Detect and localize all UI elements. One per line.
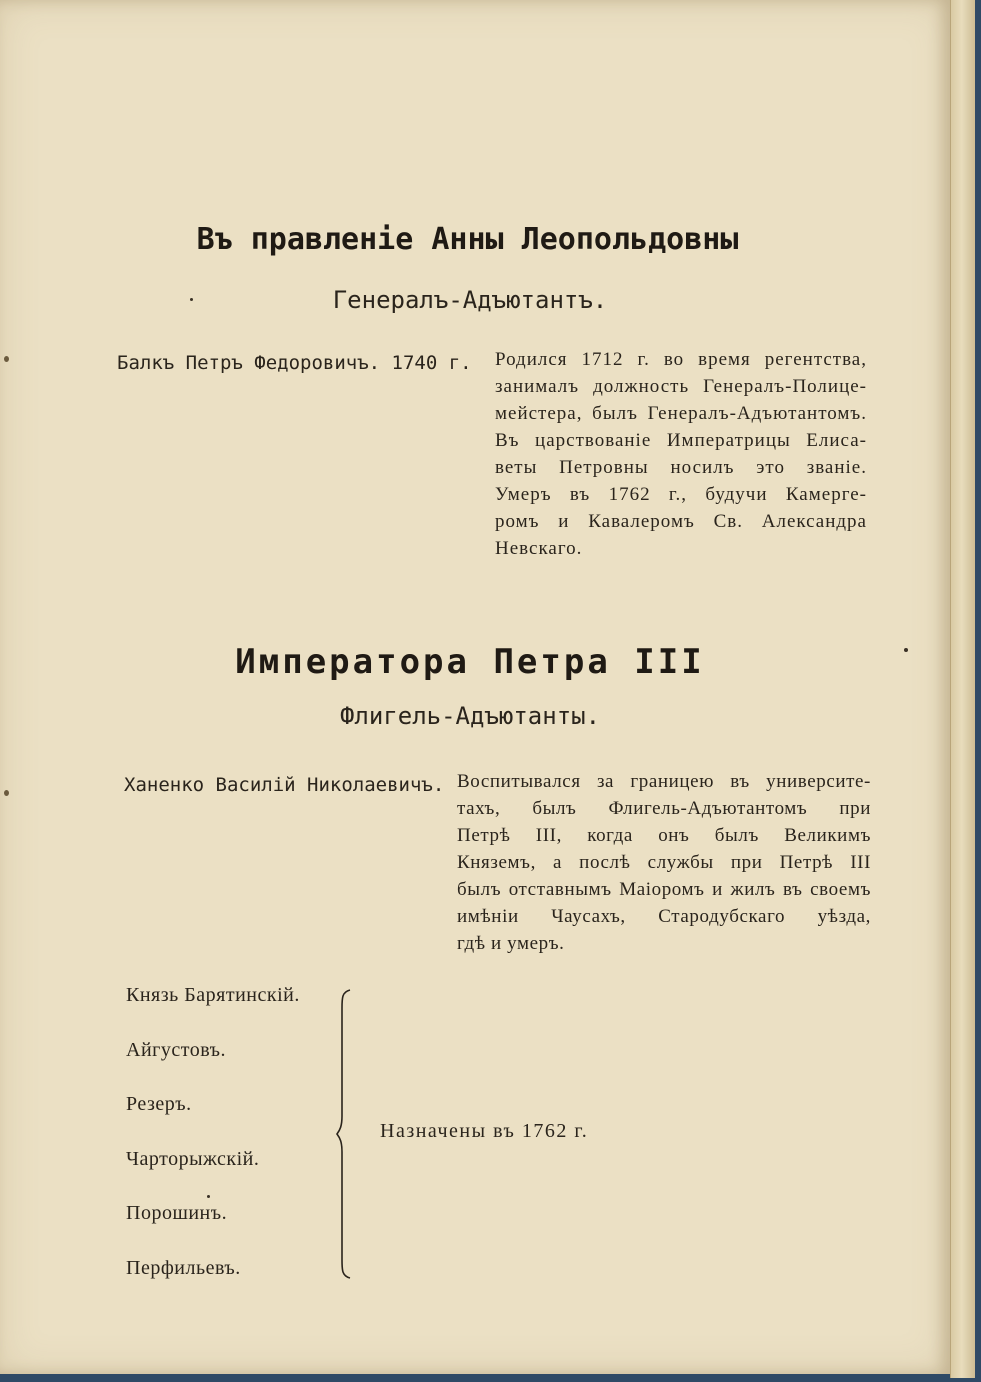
bio-line: мейстера, былъ Генералъ-Адъютантомъ. <box>495 403 867 424</box>
bio-line: тахъ, былъ Флигель-Адъютантомъ при <box>457 798 871 819</box>
bio-line: Княземъ, а послѣ службы при Петрѣ III <box>457 852 871 873</box>
appointee-list <box>126 984 300 1311</box>
bio-line: Умеръ въ 1762 г., будучи Камерге- <box>495 484 867 505</box>
bio-line: занималъ должность Генералъ-Полице- <box>495 376 867 397</box>
entry-bio-khanenko <box>457 768 871 957</box>
list-item: Перфильевъ. <box>126 1256 241 1279</box>
bio-line: Родился 1712 г. во время регентства, <box>495 349 867 370</box>
list-item: Айгустовъ. <box>126 1038 226 1061</box>
section2-heading: Императора Петра III <box>235 642 705 682</box>
curly-brace <box>336 988 358 1280</box>
list-item: Чарторыжскій. <box>126 1147 260 1170</box>
list-item: Порошинъ. <box>126 1202 228 1224</box>
entry-name-balk: Балкъ Петръ Федоровичъ. 1740 г. <box>117 352 472 374</box>
bio-line: Въ царствованіе Императрицы Елиса- <box>495 430 867 451</box>
section1-heading: Въ правленіе Анны Леопольдовны <box>196 222 739 257</box>
bio-line: Невскаго. <box>495 538 583 559</box>
bio-line: Воспитывался за границею въ университе- <box>457 771 871 792</box>
section1-subheading: Генералъ-Адъютантъ. <box>332 286 608 314</box>
bio-line: былъ отставнымъ Маіоромъ и жилъ въ своемъ <box>457 879 871 900</box>
list-item: Князь Барятинскій. <box>126 984 300 1006</box>
entry-name-khanenko: Ханенко Василій Николаевичъ. <box>124 774 445 796</box>
bio-line: гдѣ и умеръ. <box>457 933 565 954</box>
bio-line: имѣніи Чаусахъ, Стародубскаго уѣзда, <box>457 906 871 927</box>
list-item: Резеръ. <box>126 1093 192 1115</box>
page-edge <box>950 0 975 1378</box>
bio-line: ромъ и Кавалеромъ Св. Александра <box>495 511 867 532</box>
appointment-note: Назначены въ 1762 г. <box>380 1120 589 1142</box>
bio-line: Петрѣ III, когда онъ былъ Великимъ <box>457 825 871 846</box>
entry-bio-balk <box>495 346 867 562</box>
section2-subheading: Флигель-Адъютанты. <box>339 702 601 730</box>
bio-line: веты Петровны носилъ это званіе. <box>495 457 867 478</box>
